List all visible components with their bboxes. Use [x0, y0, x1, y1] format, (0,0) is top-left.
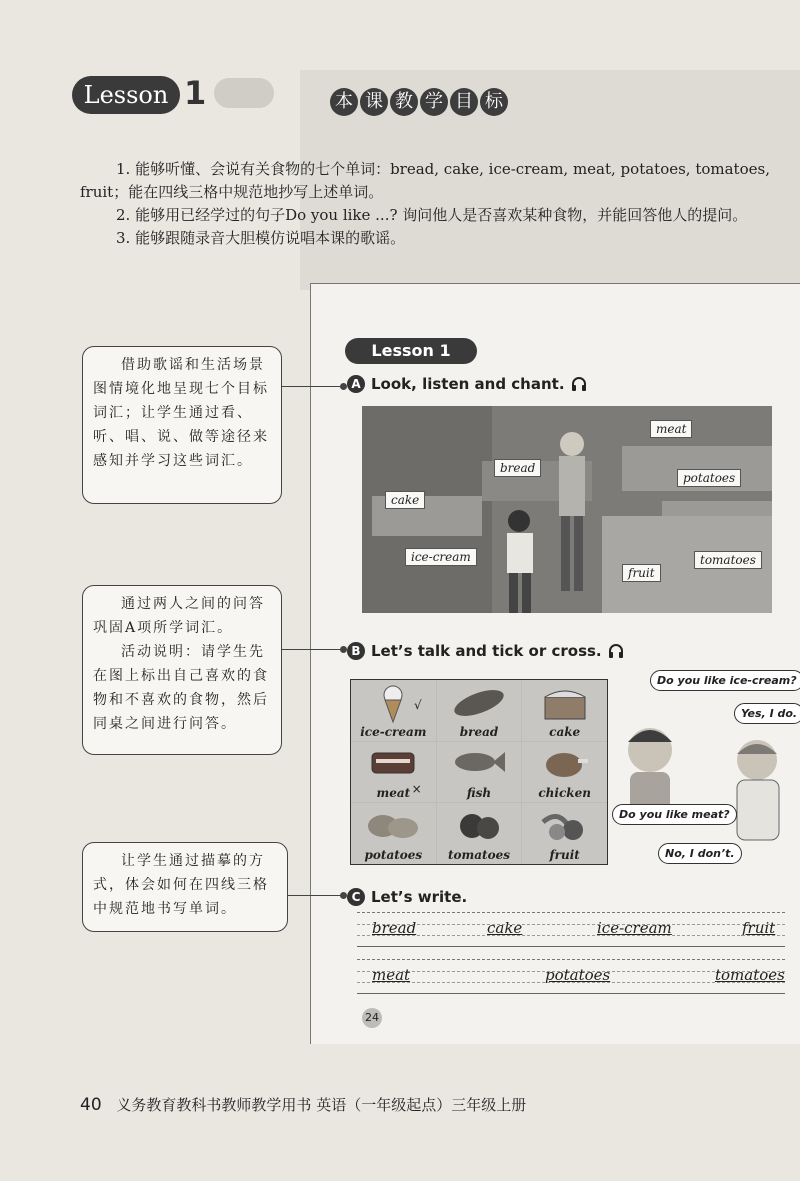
note-text: 借助歌谣和生活场景图情境化地呈现七个目标词汇；让学生通过看、听、唱、说、做等途径来感知并学习这些词汇。 — [93, 357, 269, 469]
child-figure — [497, 506, 547, 613]
writing-row — [357, 959, 785, 1006]
potatoes-icon — [365, 808, 421, 842]
cake-icon — [540, 685, 590, 721]
fish-icon — [451, 747, 507, 777]
objective-item: 2. 能够用已经学过的句子Do you like ...? 询问他人是否喜欢某种食物，并能回答他人的提问。 — [116, 206, 748, 224]
grid-cell-meat — [351, 742, 436, 803]
page-footer — [80, 1094, 526, 1115]
connector-dot — [340, 892, 347, 899]
note-text: 让学生通过描摹的方式，体会如何在四线三格中规范地书写单词。 — [93, 853, 269, 917]
lesson-decoration — [214, 78, 274, 108]
food-label: cake — [549, 724, 581, 739]
speech-bubble: Do you like meat? — [612, 804, 737, 825]
trace-word: potatoes — [545, 966, 611, 984]
food-label: chicken — [538, 786, 591, 801]
connector-line — [282, 386, 344, 387]
adult-figure — [547, 426, 597, 596]
trace-word: meat — [372, 966, 411, 984]
trace-word: cake — [487, 919, 523, 937]
scene-tag: bread — [494, 459, 541, 477]
section-title: Look, listen and chant. — [371, 375, 565, 393]
section-c-heading — [347, 888, 467, 906]
connector-dot — [340, 646, 347, 653]
page-title — [330, 88, 508, 116]
writing-row — [357, 912, 785, 959]
speech-bubble: No, I don’t. — [658, 843, 742, 864]
section-title: Let’s talk and tick or cross. — [371, 642, 602, 660]
headphones-icon — [608, 644, 624, 658]
grid-cell-ice-cream — [351, 680, 436, 741]
title-char: 标 — [480, 88, 508, 116]
food-grid — [350, 679, 608, 865]
scene-tag: tomatoes — [694, 551, 762, 569]
note-text: 通过两人之间的问答巩固A项所学词汇。 — [93, 596, 265, 636]
chicken-icon — [540, 747, 590, 781]
kids-talking-illustration — [612, 712, 797, 862]
section-title: Let’s write. — [371, 888, 468, 906]
food-label: potatoes — [364, 848, 423, 862]
grid-cell-fruit — [522, 803, 607, 864]
grid-cell-cake — [522, 680, 607, 741]
food-label: fish — [466, 786, 492, 801]
note-box-c — [82, 842, 288, 932]
cross-mark: × — [411, 781, 422, 796]
ice-cream-icon — [378, 685, 408, 723]
trace-word: bread — [372, 919, 417, 937]
textbook-page-number: 24 — [362, 1008, 382, 1028]
textbook-lesson-title: Lesson 1 — [345, 338, 477, 364]
writing-practice — [357, 912, 785, 1006]
scene-tag: ice-cream — [405, 548, 477, 566]
title-char: 教 — [390, 88, 418, 116]
bread-icon — [451, 685, 507, 719]
food-label: bread — [459, 724, 499, 739]
trace-word: fruit — [742, 919, 776, 937]
page-number: 40 — [80, 1095, 102, 1115]
section-letter: A — [347, 375, 365, 393]
scene-tag: potatoes — [677, 469, 741, 487]
connector-line — [282, 649, 344, 650]
title-char: 课 — [360, 88, 388, 116]
title-char: 目 — [450, 88, 478, 116]
objectives-list — [80, 158, 780, 250]
grid-cell-chicken — [522, 742, 607, 803]
section-letter: B — [347, 642, 365, 660]
speech-bubble: Yes, I do. — [734, 703, 800, 724]
objective-item: 1. 能够听懂、会说有关食物的七个单词：bread, cake, ice-cream, meat, potatoes, tomatoes, fruit；能在四线三格中规范地抄写上述单词。 — [80, 160, 770, 201]
lesson-number: 1 — [184, 74, 207, 112]
grid-cell-tomatoes — [437, 803, 522, 864]
tick-mark: √ — [414, 698, 422, 712]
meat-icon — [368, 747, 418, 777]
scene-tag: cake — [385, 491, 425, 509]
scene-tag: meat — [650, 420, 692, 438]
section-a-heading — [347, 375, 587, 393]
trace-word: ice-cream — [597, 919, 672, 937]
objective-item: 3. 能够跟随录音大胆模仿说唱本课的歌谣。 — [116, 229, 406, 247]
tomatoes-icon — [454, 808, 504, 842]
section-letter: C — [347, 888, 365, 906]
book-title: 义务教育教科书教师教学用书 英语（一年级起点）三年级上册 — [116, 1096, 527, 1114]
fruit-icon — [537, 808, 593, 844]
grid-cell-bread — [437, 680, 522, 741]
trace-word: tomatoes — [715, 966, 785, 984]
headphones-icon — [571, 377, 587, 391]
connector-line — [288, 895, 344, 896]
title-char: 学 — [420, 88, 448, 116]
food-label: meat — [376, 786, 411, 801]
note-text: 活动说明：请学生先在图上标出自己喜欢的食物和不喜欢的食物，然后同桌之间进行问答。 — [93, 644, 269, 732]
lesson-badge: Lesson — [72, 76, 180, 114]
food-label: tomatoes — [448, 848, 510, 862]
note-box-a — [82, 346, 282, 504]
speech-bubble: Do you like ice-cream? — [650, 670, 800, 691]
connector-dot — [340, 383, 347, 390]
scene-tag: fruit — [622, 564, 661, 582]
grid-cell-potatoes — [351, 803, 436, 864]
title-char: 本 — [330, 88, 358, 116]
market-scene-illustration — [362, 406, 772, 613]
food-label: ice-cream — [360, 724, 427, 739]
grid-cell-fish — [437, 742, 522, 803]
food-label: fruit — [549, 848, 580, 862]
note-box-b — [82, 585, 282, 755]
section-b-heading — [347, 642, 624, 660]
